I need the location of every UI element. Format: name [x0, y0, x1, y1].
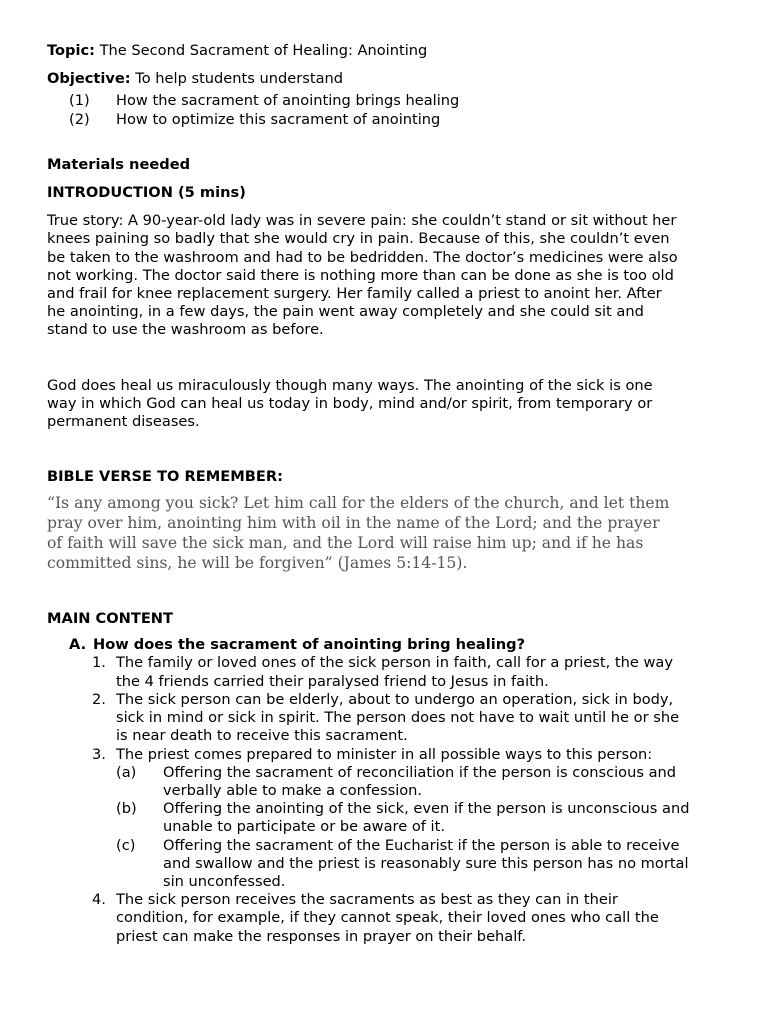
- text-line: stand to use the washroom as before.: [47, 321, 324, 339]
- text-line: True story: A 90-year-old lady was in severe pain: she couldn’t stand or sit without her: [47, 212, 677, 230]
- text-line: Offering the sacrament of reconciliation if the person is conscious and: [163, 763, 677, 781]
- objective-label: Objective:: [47, 70, 131, 88]
- list-marker: 2.: [92, 690, 106, 708]
- list-item-text: How to optimize this sacrament of anointing: [116, 110, 441, 128]
- text-line: The priest comes prepared to minister in all possible ways to this person:: [116, 745, 653, 763]
- text-line: The sick person can be elderly, about to undergo an operation, sick in body,: [116, 690, 674, 708]
- list-item-text: How the sacrament of anointing brings healing: [116, 92, 460, 110]
- document-page: [47, 42, 727, 946]
- objective-text: To help students understand: [135, 70, 344, 88]
- text-line: not working. The doctor said there is nothing more than can be done as she is too old: [47, 266, 674, 284]
- list-marker: (a): [116, 763, 137, 781]
- list-marker: (c): [116, 836, 136, 854]
- section-title: How does the sacrament of anointing bring healing?: [93, 636, 526, 654]
- list-marker: (2): [69, 110, 90, 128]
- text-line: he anointing, in a few days, the pain went away completely and she could sit and: [47, 303, 644, 321]
- bible-verse-quote: [47, 494, 727, 574]
- text-line: Offering the sacrament of the Eucharist if the person is able to receive: [163, 836, 680, 854]
- objectives-list: [69, 92, 727, 128]
- verse-line: “Is any among you sick? Let him call for the elders of the church, and let them: [47, 494, 670, 513]
- list-item: [92, 691, 727, 746]
- text-line: is near death to receive this sacrament.: [116, 727, 408, 745]
- bible-verse-heading: BIBLE VERSE TO REMEMBER:: [47, 468, 283, 486]
- text-line: The sick person receives the sacraments as best as they can in their: [116, 891, 618, 909]
- topic-label: Topic:: [47, 42, 95, 59]
- list-marker: 3.: [92, 745, 106, 763]
- list-marker: (b): [116, 800, 137, 818]
- text-line: and frail for knee replacement surgery. Her family called a priest to anoint her. After: [47, 285, 662, 303]
- list-item: [92, 891, 727, 946]
- priest-ministry-options: [116, 764, 727, 891]
- main-content-heading: MAIN CONTENT: [47, 610, 173, 628]
- list-item: [92, 654, 727, 690]
- list-marker: (1): [69, 92, 90, 110]
- text-line: verbally able to make a confession.: [163, 781, 423, 799]
- verse-line: committed sins, he will be forgiven” (James 5:14-15).: [47, 554, 468, 573]
- text-line: priest can make the responses in prayer on their behalf.: [116, 927, 527, 945]
- introduction-heading: INTRODUCTION (5 mins): [47, 184, 246, 202]
- text-line: condition, for example, if they cannot speak, their loved ones who call the: [116, 909, 659, 927]
- materials-heading: Materials needed: [47, 155, 191, 173]
- introduction-paragraph-2: [47, 377, 727, 432]
- section-a-heading: [69, 636, 727, 654]
- list-item: [92, 746, 727, 892]
- text-line: sick in mind or sick in spirit. The person does not have to wait until he or she: [116, 709, 680, 727]
- text-line: sin unconfessed.: [163, 872, 286, 890]
- section-marker: A.: [69, 636, 87, 654]
- list-item: [116, 764, 727, 800]
- text-line: way in which God can heal us today in body, mind and/or spirit, from temporary or: [47, 394, 653, 412]
- introduction-paragraph-1: [47, 212, 727, 339]
- text-line: the 4 friends carried their paralysed friend to Jesus in faith.: [116, 672, 549, 690]
- topic-text: The Second Sacrament of Healing: Anointing: [99, 42, 428, 59]
- text-line: The family or loved ones of the sick person in faith, call for a priest, the way: [116, 654, 673, 672]
- text-line: permanent diseases.: [47, 413, 200, 431]
- list-marker: 1.: [92, 654, 106, 672]
- text-line: God does heal us miraculously though many ways. The anointing of the sick is one: [47, 376, 653, 394]
- text-line: be taken to the washroom and had to be bedridden. The doctor’s medicines were also: [47, 248, 678, 266]
- verse-line: pray over him, anointing him with oil in the name of the Lord; and the prayer: [47, 514, 660, 533]
- text-line: and swallow and the priest is reasonably sure this person has no mortal: [163, 854, 689, 872]
- text-line: knees paining so badly that she would cry in pain. Because of this, she couldn’t even: [47, 230, 670, 248]
- text-line: Offering the anointing of the sick, even if the person is unconscious and: [163, 800, 690, 818]
- healing-steps-list: [92, 654, 727, 945]
- list-item: [69, 92, 727, 110]
- topic-line: [47, 42, 727, 60]
- text-line: unable to participate or be aware of it.: [163, 818, 445, 836]
- list-item: [116, 800, 727, 836]
- list-marker: 4.: [92, 891, 106, 909]
- verse-line: of faith will save the sick man, and the Lord will raise him up; and if he has: [47, 534, 644, 553]
- list-item: [69, 111, 727, 129]
- list-item: [116, 837, 727, 892]
- objective-line: [47, 70, 727, 88]
